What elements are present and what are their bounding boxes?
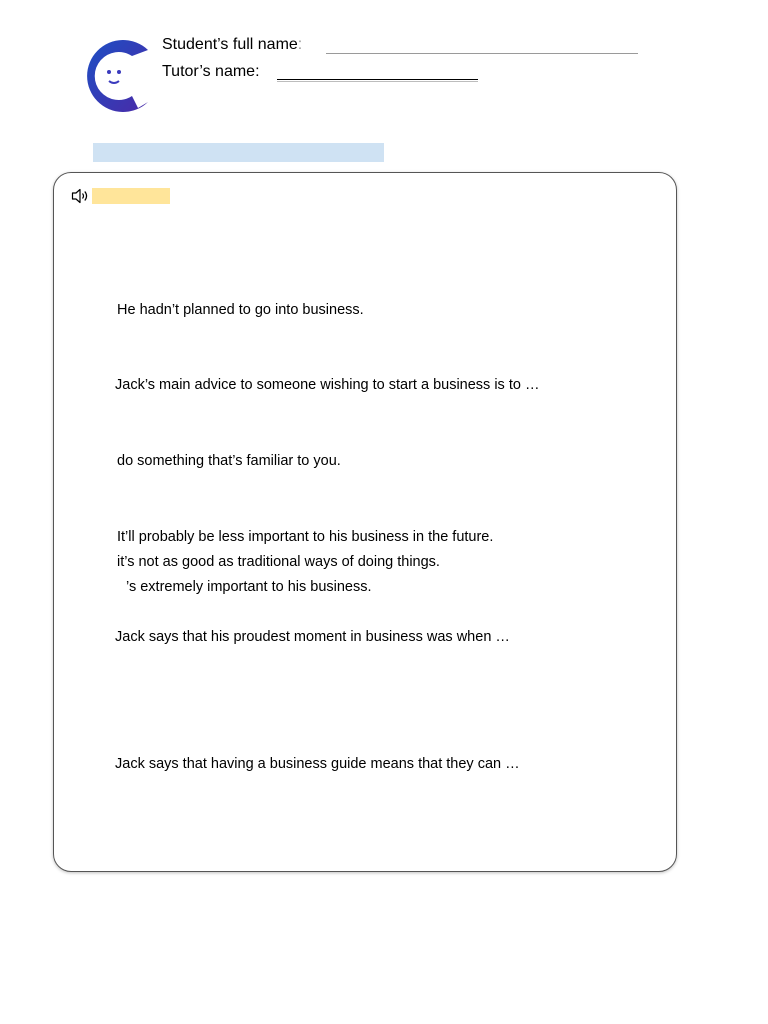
option-line: it’s not as good as traditional ways of doing things. [117, 554, 440, 570]
question-line: Jack’s main advice to someone wishing to start a business is to … [115, 377, 540, 393]
student-name-label [162, 35, 302, 55]
question-line: Jack says that his proudest moment in business was when … [115, 629, 510, 645]
logo-icon [80, 36, 152, 114]
tutor-name-field[interactable] [277, 79, 478, 80]
label-highlight [92, 188, 170, 204]
question-line: Jack says that having a business guide means that they can … [115, 756, 520, 772]
student-name-field[interactable] [326, 53, 638, 54]
title-highlight [93, 143, 384, 162]
option-line: ’s extremely important to his business. [126, 579, 372, 595]
tutor-name-label: Tutor’s name: [162, 63, 260, 80]
student-name-text: Student’s full name [162, 36, 298, 53]
student-name-separator: : [297, 36, 303, 53]
answer-line: do something that’s familiar to you. [117, 453, 341, 469]
speaker-icon[interactable] [71, 188, 89, 204]
statement-line: He hadn’t planned to go into business. [117, 302, 364, 318]
option-line: It’ll probably be less important to his business in the future. [117, 529, 494, 545]
